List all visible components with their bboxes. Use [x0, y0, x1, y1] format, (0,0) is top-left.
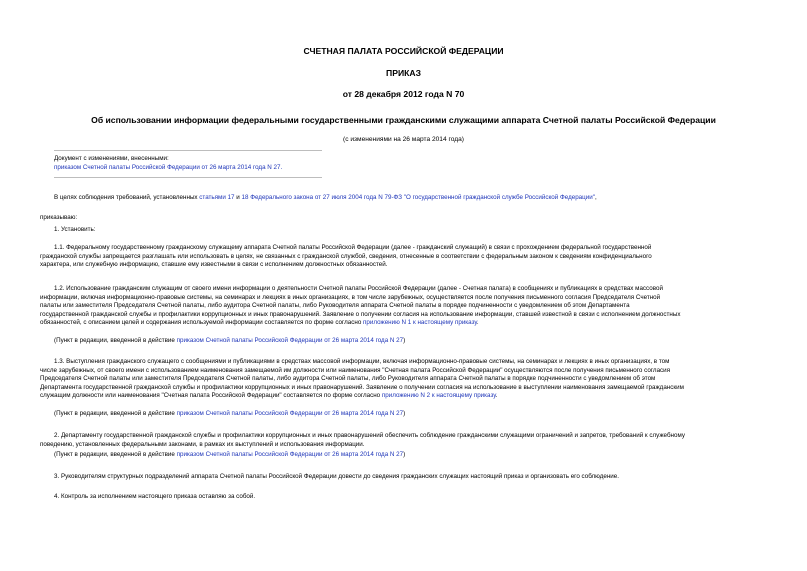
p1-3-last-line — [40, 392, 684, 401]
amendment-text: (Пункт в редакции, введенной в действие — [54, 451, 177, 458]
amendment-order-link[interactable]: приказом Счетной палаты Российской Федерации от 26 марта 2014 года N 27 — [176, 410, 404, 417]
preamble — [54, 194, 597, 203]
paragraph-2-cont — [40, 441, 365, 450]
preamble-end: , — [594, 194, 597, 201]
amendment-note-1 — [54, 337, 405, 346]
amendment-note-2 — [54, 410, 405, 419]
amendment-end: ) — [403, 451, 406, 458]
paragraph-1-3-cont — [40, 367, 684, 401]
law-article-18-link[interactable]: 18 Федерального закона от 27 июля 2004 года N 79-ФЗ "О государственной гражданской службе Российской Федерации" — [241, 194, 595, 201]
paragraph-3: 3. Руководителям структурных подразделений аппарата Счетной палаты Российской Федерации довести до сведения гражданских служащих настоящий приказ и организовать его соблюдение. — [54, 473, 619, 480]
appendix-2-link[interactable]: приложению N 2 к настоящему приказу — [381, 392, 496, 400]
paragraph-1: 1. Установить: — [54, 226, 96, 233]
amendment-note-3 — [54, 451, 405, 460]
p1-3-last-end: . — [495, 392, 498, 400]
order-word: приказываю: — [40, 214, 78, 221]
p1-1-line: гражданской службы запрещается разглашать или использовать в целях, не связанных с гражданской службой, сведения, отнесенные в соответствии с федеральным законом к сведениям конфиденциального — [40, 252, 652, 260]
date-number-heading: от 28 декабря 2012 года N 70 — [342, 89, 465, 99]
p1-1-line: 1.1. Федеральному государственному гражданскому служащему аппарата Счетной палаты Российской Федерации (далее - гражданский служащий) в связи с прохождением федеральной государственной — [54, 244, 652, 251]
org-heading: СЧЕТНАЯ ПАЛАТА РОССИЙСКОЙ ФЕДЕРАЦИИ — [303, 46, 504, 56]
amendment-order-link[interactable]: приказом Счетной палаты Российской Федерации от 26 марта 2014 года N 27 — [176, 337, 404, 344]
p1-3-line: Председателя Счетной палаты или заместителя Председателя Счетной палаты, либо аудитора Счетной палаты, либо Руководителя аппарата Счетной палаты в порядке подчиненности с уведомлением об этом — [40, 375, 656, 383]
amendment-text: (Пункт в редакции, введенной в действие — [54, 410, 177, 417]
preamble-and: и — [234, 194, 242, 201]
revision-note: (с изменениями на 26 марта 2014 года) — [343, 136, 464, 143]
paragraph-4: 4. Контроль за исполнением настоящего приказа оставляю за собой. — [54, 493, 256, 500]
preamble-text: В целях соблюдения требований, установленных — [54, 194, 200, 201]
document-title: Об использовании информации федеральными государственными гражданскими служащими аппарата Счетной палаты Российской Федерации — [91, 115, 716, 125]
p1-3-line: числе зарубежных, от своего имени с использованием наименования замещаемой им должности или наименования "Счетная палата Российской Федерации" осуществляются после получения письменного согласия — [40, 366, 671, 374]
paragraph-1-1 — [54, 244, 651, 253]
p1-3-line: 1.3. Выступления гражданского служащего с сообщениями и публикациями в средствах массовой информации, включая информационно-правовые системы, на семинарах и лекциях в иных организациях, в том — [54, 358, 670, 365]
amendment-text: (Пункт в редакции, введенной в действие — [54, 337, 177, 344]
p1-1-line: характера, или служебную информацию, ставшие ему известными в связи с исполнением должностных обязанностей. — [40, 261, 388, 269]
p1-3-last-text: служащим должности или наименования "Счетная палата Российской Федерации" составляется по форме согласно — [40, 392, 382, 400]
p1-2-last-text: обязанностей, с описанием целей и содержания используемой информации составляется по форме согласно — [40, 319, 364, 327]
law-article-17-link[interactable]: статьями 17 — [199, 194, 235, 201]
note-top-rule — [54, 150, 322, 151]
p2-line: 2. Департаменту государственной гражданской службы и профилактики коррупционных и иных правонарушений обеспечить соблюдение гражданскими служащими ограничений и запретов, требований к служебному — [54, 432, 685, 439]
amendment-end: ) — [403, 337, 406, 344]
paragraph-1-1-cont — [40, 253, 652, 270]
p1-2-last-end: . — [476, 319, 479, 327]
paragraph-2 — [54, 432, 685, 441]
amendments-note — [54, 155, 282, 172]
p1-2-line: палаты или заместителя Председателя Счетной палаты, либо аудитора Счетной палаты, либо Руководителя аппарата Счетной палаты в порядке подчиненности с уведомлением об этом Департамента — [40, 302, 630, 310]
p1-2-line: государственной гражданской службы и профилактики коррупционных и иных правонарушений. Заявление о получении согласия на использование информации, ставшей известной в связи с исполнением должностных — [40, 310, 681, 318]
p1-2-line: информации, включая информационно-правовые системы, на семинарах и лекциях в иных организациях, в том числе зарубежных, осуществляется после получения письменного согласия Председателя Счетной — [40, 293, 661, 301]
paragraph-1-3 — [54, 358, 669, 367]
amendment-end: ) — [403, 410, 406, 417]
doc-type-heading: ПРИКАЗ — [386, 68, 421, 78]
amendments-note-link[interactable]: приказом Счетной палаты Российской Федерации от 26 марта 2014 года N 27. — [54, 163, 283, 171]
p1-2-last-line — [40, 319, 680, 328]
paragraph-1-2-cont — [40, 294, 680, 328]
p1-2-line: 1.2. Использование гражданским служащим от своего имени информации о деятельности Счетной палаты Российской Федерации (далее - Счетная палата) в сообщениях и публикациях в средствах массовой — [54, 285, 663, 292]
note-bottom-rule — [54, 177, 322, 178]
amendments-note-text: Документ с изменениями, внесенными: — [54, 155, 169, 162]
p2-line: поведению, установленных федеральными законами, в рамках их выступлений и использования информации. — [40, 440, 365, 448]
paragraph-1-2 — [54, 285, 663, 294]
amendment-order-link[interactable]: приказом Счетной палаты Российской Федерации от 26 марта 2014 года N 27 — [176, 451, 404, 458]
appendix-1-link[interactable]: приложению N 1 к настоящему приказу — [363, 319, 477, 327]
p1-3-line: Департамента государственной гражданской службы и профилактики коррупционных и иных правонарушений. Заявление о получении согласия на использование в выступлении наименования замещаемой гражданским — [40, 383, 684, 391]
